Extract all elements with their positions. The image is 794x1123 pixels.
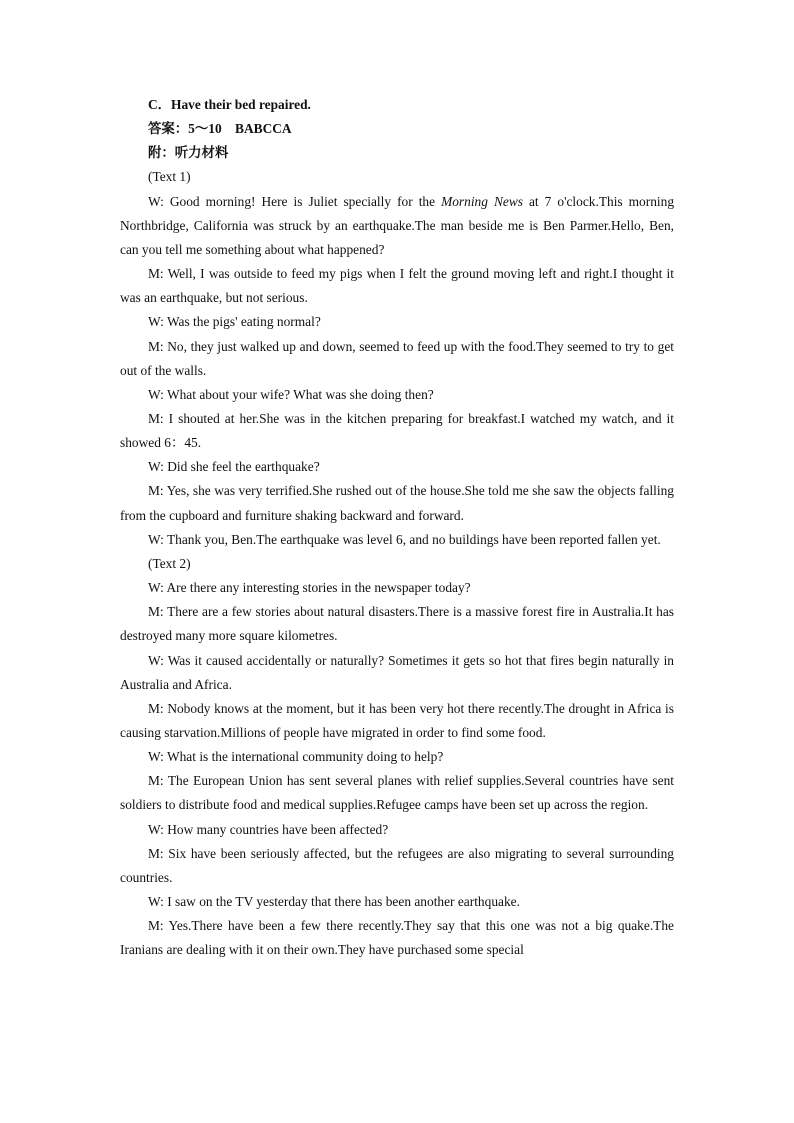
- t1-paragraph-4: M: No, they just walked up and down, seemed to feed up with the food.They seemed to try to get out of the walls.: [120, 338, 674, 378]
- t1-paragraph-7: W: Did she feel the earthquake?: [148, 459, 320, 475]
- t1-paragraph-3: W: Was the pigs' eating normal?: [148, 314, 321, 330]
- t2-paragraph-8: M: Six have been seriously affected, but the refugees are also migrating to several surrounding countries.: [120, 845, 674, 885]
- t2-paragraph-1: W: Are there any interesting stories in the newspaper today?: [148, 580, 471, 596]
- t1-p1-end: at 7 o'clock.This morning Northbridge, California was struck by an earthquake.The man beside me is Ben Parmer.Hello, Ben, can you tell me something about what happened?: [120, 193, 675, 257]
- t2-paragraph-10: M: Yes.There have been a few there recently.They say that this one was not a big quake.The Iranians are dealing with it on their own.They have purchased some special: [120, 918, 674, 958]
- t1-paragraph-6: M: I shouted at her.She was in the kitchen preparing for breakfast.I watched my watch, and it showed 6：45.: [120, 410, 674, 451]
- newspaper-title: Morning News: [441, 193, 523, 209]
- t1-p1-start: W: Good morning! Here is Juliet specially for the: [148, 193, 442, 209]
- answer-key: 答案：5～10 BABCCA: [148, 121, 292, 137]
- t1-paragraph-9: W: Thank you, Ben.The earthquake was level 6, and no buildings have been reported fallen yet.: [148, 531, 661, 547]
- text2-label: (Text 2): [148, 555, 191, 571]
- t2-paragraph-9: W: I saw on the TV yesterday that there has been another earthquake.: [148, 894, 520, 910]
- t2-paragraph-6: M: The European Union has sent several planes with relief supplies.Several countries have sent soldiers to distribute food and medical supplies.Refugee camps have been set up across the region.: [120, 773, 674, 813]
- text1-label: (Text 1): [148, 169, 191, 185]
- t1-paragraph-1: [120, 190, 674, 262]
- t1-paragraph-8: M: Yes, she was very terrified.She rushed out of the house.She told me she saw the objects falling from the cupboard and furniture shaking backward and forward.: [120, 483, 674, 523]
- document-body: [120, 93, 674, 963]
- t2-paragraph-7: W: How many countries have been affected?: [148, 821, 389, 837]
- appendix-heading: 附：听力材料: [148, 145, 229, 161]
- t2-paragraph-3: W: Was it caused accidentally or naturally? Sometimes it gets so hot that fires begin naturally in Australia and Africa.: [120, 652, 674, 692]
- t2-paragraph-5: W: What is the international community doing to help?: [148, 749, 444, 765]
- t2-paragraph-4: M: Nobody knows at the moment, but it has been very hot there recently.The drought in Africa is causing starvation.Millions of people have migrated in order to find some food.: [120, 700, 674, 740]
- option-c: C．Have their bed repaired.: [148, 97, 311, 112]
- t1-paragraph-2: M: Well, I was outside to feed my pigs when I felt the ground moving left and right.I thought it was an earthquake, but not serious.: [120, 266, 674, 306]
- t1-paragraph-5: W: What about your wife? What was she doing then?: [148, 386, 434, 402]
- t2-paragraph-2: M: There are a few stories about natural disasters.There is a massive forest fire in Australia.It has destroyed many more square kilometres.: [120, 604, 674, 644]
